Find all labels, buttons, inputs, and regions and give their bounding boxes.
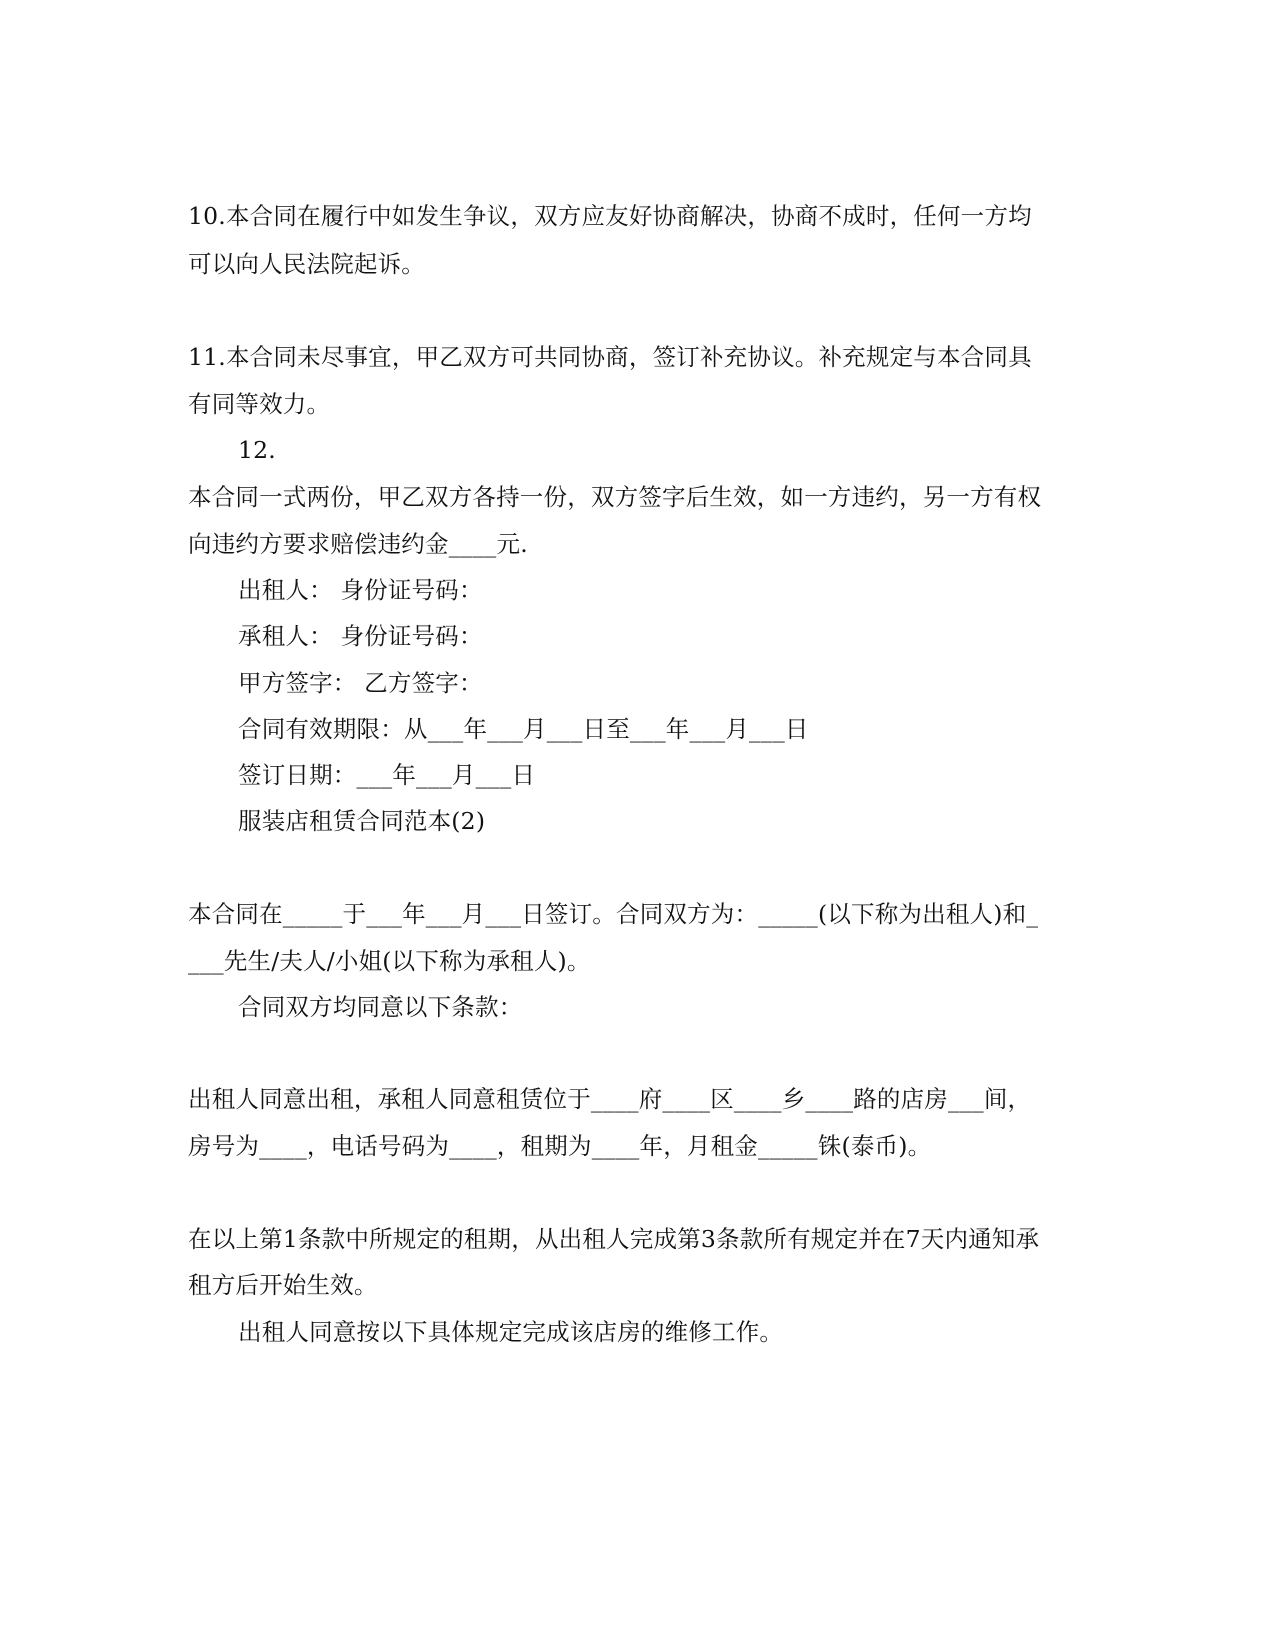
clause-12-line-1: 本合同一式两份，甲乙双方各持一份，双方签字后生效，如一方违约，另一方有权 xyxy=(188,483,1042,511)
clause-11-line-2: 有同等效力。 xyxy=(188,390,331,418)
clause-12-line-2: 向违约方要求赔偿违约金____元. xyxy=(188,530,528,558)
signatures-line: 甲方签字： 乙方签字： xyxy=(238,669,483,697)
lease-term-line-1: 出租人同意出租，承租人同意租赁位于____府____区____乡____路的店房___间， xyxy=(188,1085,1032,1113)
signing-date-line: 签订日期：___年___月___日 xyxy=(238,761,536,789)
contract-intro-line-1: 本合同在_____于___年___月___日签订。合同双方为：_____(以下称为出租人)和_ xyxy=(188,900,1039,928)
clause-12-number: 12. xyxy=(238,436,276,464)
agreed-terms-line: 合同双方均同意以下条款： xyxy=(238,993,523,1021)
repairs-line: 出租人同意按以下具体规定完成该店房的维修工作。 xyxy=(238,1318,784,1346)
effective-date-line-1: 在以上第1条款中所规定的租期，从出租人完成第3条款所有规定并在7天内通知承 xyxy=(188,1225,1040,1253)
lessor-id-line: 出租人： 身份证号码： xyxy=(238,576,483,604)
lessee-id-line: 承租人： 身份证号码： xyxy=(238,622,483,650)
effective-date-line-2: 租方后开始生效。 xyxy=(188,1271,378,1299)
validity-period-line: 合同有效期限：从___年___月___日至___年___月___日 xyxy=(238,715,809,743)
clause-10-line-1: 10.本合同在履行中如发生争议，双方应友好协商解决，协商不成时，任何一方均 xyxy=(188,202,1032,230)
lease-term-line-2: 房号为____，电话号码为____，租期为____年，月租金_____铢(泰币)。 xyxy=(188,1132,932,1160)
contract-intro-line-2: ___先生/夫人/小姐(以下称为承租人)。 xyxy=(188,947,591,975)
clause-10-line-2: 可以向人民法院起诉。 xyxy=(188,250,425,278)
clause-11-line-1: 11.本合同未尽事宜，甲乙双方可共同协商，签订补充协议。补充规定与本合同具 xyxy=(188,343,1032,371)
section-title: 服装店租赁合同范本(2) xyxy=(238,807,486,835)
